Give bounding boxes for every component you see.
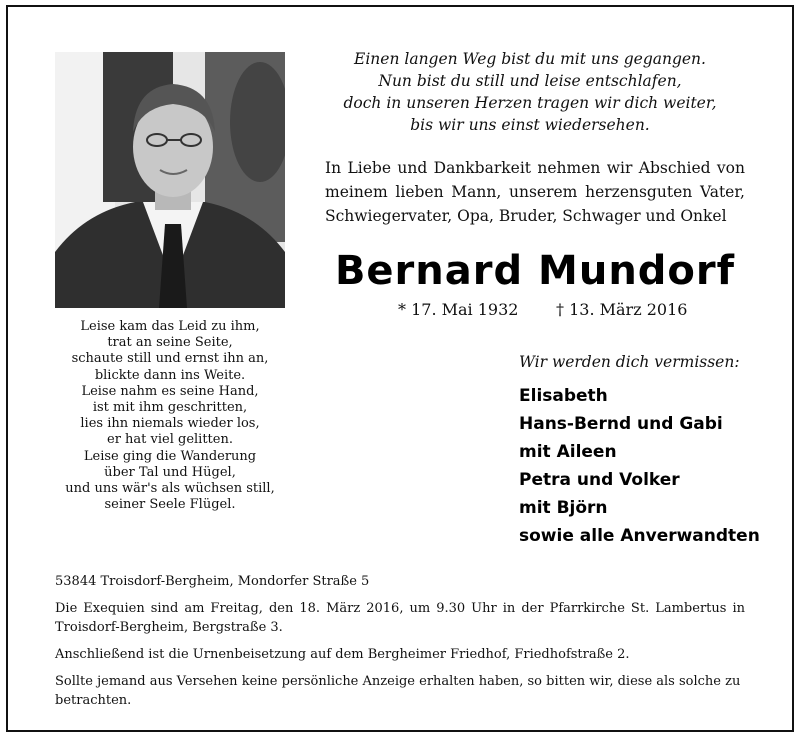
family-list (519, 382, 760, 550)
left-poem-line: und uns wär's als wüchsen still, (65, 481, 275, 497)
top-poem-line: Nun bist du still und leise entschlafen, (378, 72, 682, 90)
portrait-photo (55, 52, 285, 308)
birth-date: * 17. Mai 1932 (398, 300, 519, 319)
top-poem-line: doch in unseren Herzen tragen wir dich weiter, (343, 94, 717, 112)
left-poem-line: seiner Seele Flügel. (104, 497, 236, 513)
top-poem (330, 48, 730, 136)
intro-text (325, 156, 745, 228)
notice-text: Sollte jemand aus Versehen keine persönliche Anzeige erhalten haben, so bitten wir, diese als solche zu betrachten. (55, 674, 741, 708)
left-poem-line: er hat viel gelitten. (107, 432, 233, 448)
left-poem-line: Leise kam das Leid zu ihm, (80, 319, 260, 334)
family-member: mit Aileen (519, 442, 617, 462)
family-member: Hans-Bernd und Gabi (519, 414, 723, 434)
left-poem-line: ist mit ihm geschritten, (92, 400, 248, 416)
family-member: mit Björn (519, 498, 608, 518)
miss-line: Wir werden dich vermissen: (519, 353, 740, 371)
family-member: Elisabeth (519, 386, 608, 406)
address: 53844 Troisdorf-Bergheim, Mondorfer Straße 5 (55, 574, 370, 589)
left-poem-line: über Tal und Hügel, (104, 464, 236, 480)
family-member: Petra und Volker (519, 470, 680, 490)
death-date: † 13. März 2016 (556, 300, 688, 319)
left-poem-line: Leise nahm es seine Hand, (81, 383, 259, 399)
top-poem-line: Einen langen Weg bist du mit uns gegangen. (354, 50, 706, 68)
intro-line: In Liebe und Dankbarkeit nehmen wir Abschied von (325, 159, 745, 177)
left-poem-line: Leise ging die Wanderung (83, 448, 257, 464)
burial-info: Anschließend ist die Urnenbeisetzung auf dem Bergheimer Friedhof, Friedhofstraße 2. (55, 647, 630, 662)
exequien-info: Die Exequien sind am Freitag, den 18. März 2016, um 9.30 Uhr in der Pfarrkirche St. Lambertus in Troisdorf-Bergheim, Bergstraße 3. (55, 601, 745, 635)
left-poem-line: schaute still und ernst ihn an, (71, 351, 269, 367)
left-poem-line: blickte dann ins Weite. (94, 367, 246, 383)
intro-line: Schwiegervater, Opa, Bruder, Schwager und Onkel (325, 207, 727, 225)
left-poem-line: trat an seine Seite, (107, 335, 233, 351)
portrait-photo-illustration (55, 52, 285, 308)
top-poem-line: bis wir uns einst wiedersehen. (410, 116, 650, 134)
deceased-name: Bernard Mundorf (334, 248, 736, 294)
funeral-details (55, 572, 745, 718)
left-poem (50, 319, 290, 513)
intro-line: meinem lieben Mann, unserem herzensguten Vater, (325, 183, 745, 201)
family-member: sowie alle Anverwandten (519, 526, 760, 546)
left-poem-line: lies ihn niemals wieder los, (80, 416, 260, 432)
